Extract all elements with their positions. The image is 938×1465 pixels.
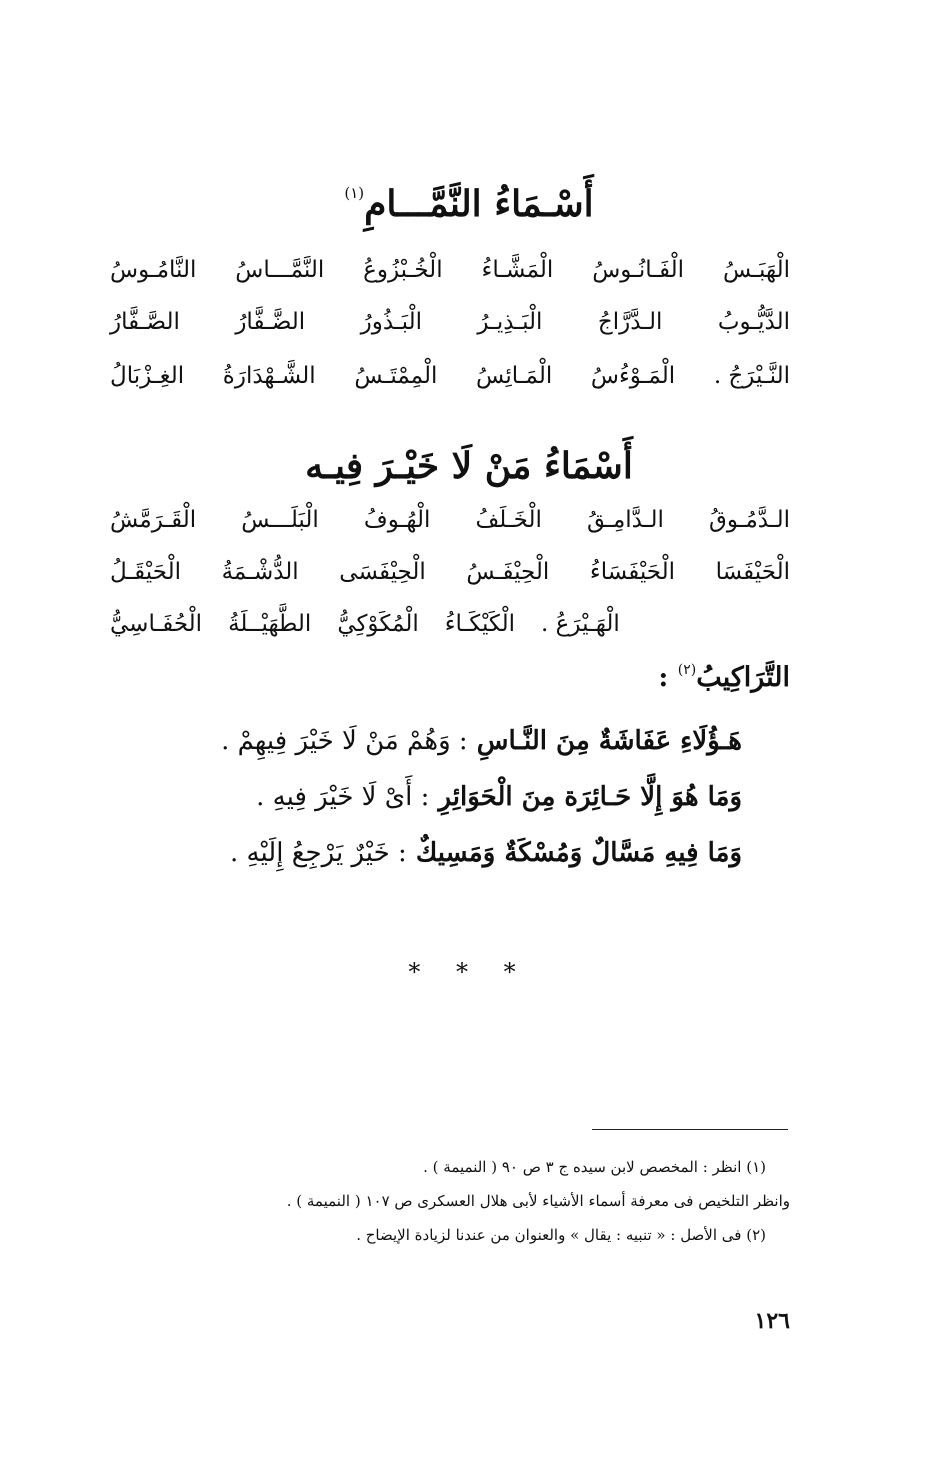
word-row (110, 500, 790, 540)
word: الْكَيْكَـاءُ (444, 611, 516, 637)
phrase-bold: وَمَا فِيهِ مَسَّالٌ وَمُسْكَةٌ وَمَسِيكٌ (415, 838, 742, 868)
word: الغِـزْبَالُ (110, 363, 185, 389)
section-separator: * * * (408, 958, 530, 986)
word: الْمَـوْءُسُ (590, 363, 676, 389)
word: الْمَـائِسُ (476, 363, 553, 389)
section-title-nammam (0, 183, 938, 225)
section-title-text: أَسْمَاءُ مَنْ لَا خَيْـرَ فِيـه (305, 445, 633, 487)
phrase-line (230, 838, 742, 868)
page-number: ١٢٦ (754, 1308, 790, 1334)
word-row (110, 604, 790, 644)
phrase-line (256, 782, 742, 812)
word: الْحَيْفَسَا (715, 559, 790, 585)
section-title-text: أَسْـمَاءُ النَّمَّـــامِ (364, 183, 594, 225)
word: الْبَـذِيـرُ (477, 309, 543, 335)
footnote-1-cont: وانظر التلخيص فى معرفة أسماء الأشياء لأبى هلال العسكرى ص ١٠٧ ( النميمة ) . (286, 1192, 790, 1210)
word: الْقَـرَمَّشُ (110, 507, 197, 533)
phrase-bold: هَـؤُلَاءِ عَفَاشَةٌ مِنَ النَّـاسِ (476, 726, 742, 756)
word: الْهَبَـسُ (722, 257, 790, 283)
word: الْخُـبْزُوعُ (363, 257, 443, 283)
word: الْهُـوفُ (363, 507, 431, 533)
word: الْبَـذُورُ (360, 309, 422, 335)
word: الْفَـانُـوسُ (592, 257, 685, 283)
subheading-colon: : (658, 662, 669, 693)
word: الْمِمْتَـسُ (354, 363, 438, 389)
footnote-1: (١) انظر : المخصص لابن سيده ج ٣ ص ٩٠ ( النميمة ) . (423, 1158, 766, 1176)
footnote-2: (٢) فى الأصل : « تنبيه : يقال » والعنوان من عندنا لزيادة الإيضاح . (356, 1226, 766, 1244)
word-row (110, 302, 790, 342)
phrase-explanation: : أَىْ لَا خَيْرَ فِيهِ . (256, 782, 430, 812)
word: الْحَيْفَسَاءُ (589, 559, 676, 585)
word: الدَّيُّـوبُ (717, 309, 790, 335)
section-title-no-good (0, 445, 938, 487)
word: الطَّهَيْــلَةُ (228, 611, 312, 637)
word: الْخَـلَفُ (475, 507, 542, 533)
word-row (110, 356, 790, 396)
word: الْبَلَـــسُ (241, 507, 319, 533)
word: الدُّشْـمَةُ (221, 559, 299, 585)
word: الـدَّرَّاجُ (597, 309, 663, 335)
word: النَّامُـوسُ (110, 257, 197, 283)
word: الضَّـفَّارُ (235, 309, 306, 335)
word-row (110, 552, 790, 592)
subheading-tarakib (658, 662, 790, 693)
word: الصَّـفَّارُ (110, 309, 180, 335)
phrase-explanation: : خَيْرٌ يَرْجِعُ إِلَيْهِ . (229, 838, 407, 868)
footnote-ref-1: (١) (344, 184, 365, 202)
word-row (110, 250, 790, 290)
word: الشَّـهْدَارَةُ (222, 363, 316, 389)
word: الْمُكَوْكِيُّ (337, 611, 419, 637)
phrase-bold: وَمَا هُوَ إِلَّا حَـائِرَة مِنَ الْحَوَائِرِ (438, 782, 742, 812)
word: الْحِيْفَسَى (339, 559, 426, 585)
footnote-ref-2: (٢) (677, 662, 697, 678)
word: الْهَـيْرَعُ . (541, 611, 620, 637)
word: الـدَّمُـوقُ (709, 507, 790, 533)
word: النَّـيْرَجُ . (713, 363, 790, 389)
word: الْمَشَّـاءُ (481, 257, 554, 283)
word: الـدَّامِـقُ (587, 507, 664, 533)
phrase-explanation: : وَهُمْ مَنْ لَا خَيْرَ فِيهِمْ . (221, 726, 468, 756)
subheading-text: التَّرَاكِيبُ (696, 662, 790, 693)
phrase-line (221, 726, 742, 756)
word: النَّمَّـــاسُ (235, 257, 325, 283)
word: الْحَيْقَـلُ (110, 559, 181, 585)
word: الْحِيْفَـسُ (466, 559, 550, 585)
word: الْحُفَـاسِيُّ (110, 611, 203, 637)
footnote-divider (592, 1129, 788, 1130)
